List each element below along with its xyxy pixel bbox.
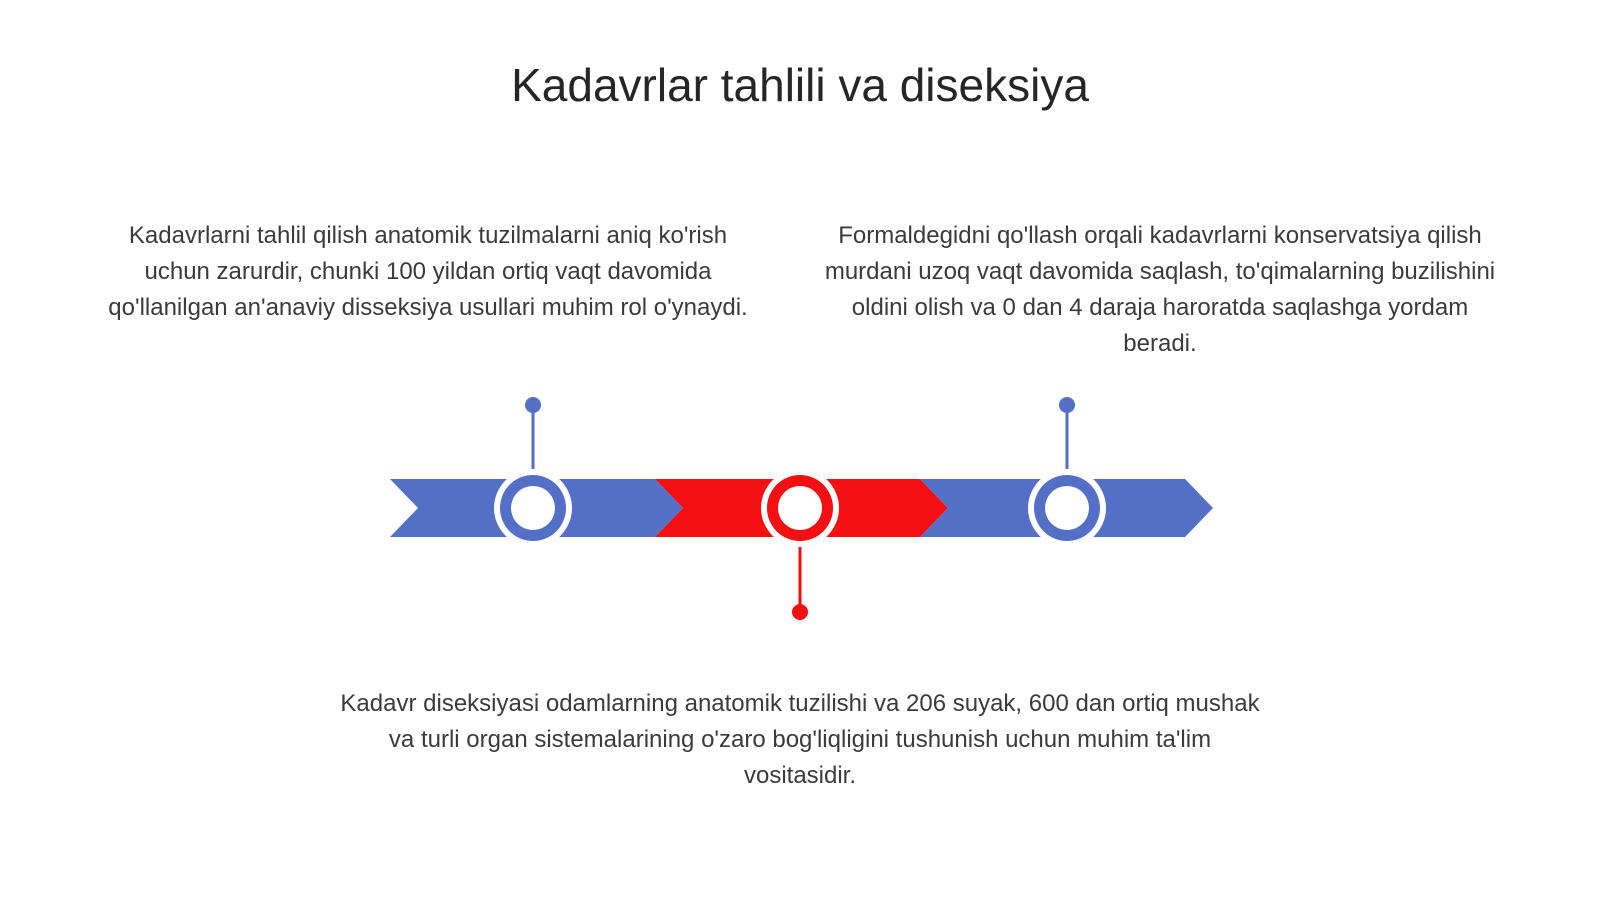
milestone-2-text: Kadavr diseksiyasi odamlarning anatomik tuzilishi va 206 suyak, 600 dan ortiq mushak va turli organ sistemalarining o'zaro bog'liqligini tushunish uchun muhim ta'lim vositasidir. (340, 690, 1260, 789)
milestone-1-dot (525, 397, 541, 413)
milestone-2-ring-inner (778, 486, 822, 530)
slide-title: Kadavrlar tahlili va diseksiya (511, 59, 1089, 111)
milestone-1-text: Kadavrlarni tahlil qilish anatomik tuzilmalarni aniq ko'rish uchun zarurdir, chunki 100 yildan ortiq vaqt davomida qo'llanilgan an'anaviy disseksiya usullari muhim rol o'ynaydi. (108, 222, 748, 321)
milestone-1-ring-inner (511, 486, 555, 530)
milestone-3-marker (1028, 397, 1106, 547)
milestone-2-dot (792, 604, 808, 620)
milestone-3-ring-inner (1045, 486, 1089, 530)
milestone-1-marker (494, 397, 572, 547)
milestone-2-marker (761, 469, 839, 620)
milestone-3-text: Formaldegidni qo'llash orqali kadavrlarni konservatsiya qilish murdani uzoq vaqt davomida saqlash, to'qimalarning buzilishini oldini olish va 0 dan 4 daraja haroratda saqlashga yordam beradi. (824, 222, 1496, 357)
milestone-3-dot (1059, 397, 1075, 413)
